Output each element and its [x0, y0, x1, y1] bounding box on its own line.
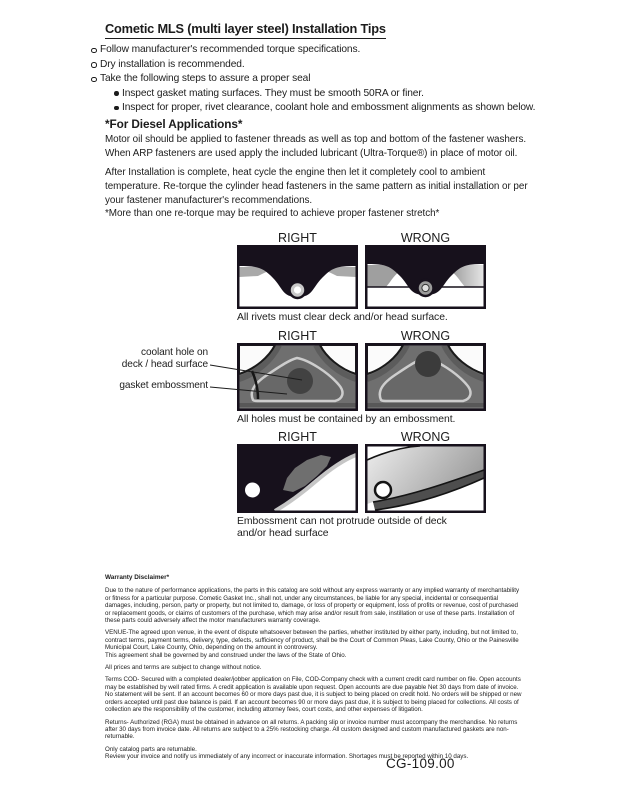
protrusion-right-diagram — [237, 444, 358, 513]
tips-list — [91, 43, 561, 116]
wrong-label: WRONG — [400, 430, 451, 444]
diagram-row3-caption: Embossment can not protrude outside of deck and/or head surface — [237, 516, 447, 539]
open-bullet-icon — [91, 48, 97, 54]
disclaimer-paragraph: Returns- Authorized (RGA) must be obtained in advance on all returns. A packing slip or invoice number must accompany the merchandise. No returns after 30 days from invoice date. All returns are subject to a 25% restocking charge. All custom designed and custom manufactured gaskets are non-returnable. — [105, 718, 518, 741]
bolt-hole — [375, 482, 391, 498]
tip-text: Follow manufacturer's recommended torque specifications. — [100, 44, 361, 55]
callout-leader-lines — [209, 358, 309, 400]
bolt-hole — [245, 483, 260, 498]
right-label: RIGHT — [278, 430, 317, 444]
warranty-disclaimer — [105, 574, 522, 766]
coolant-hole — [415, 351, 441, 377]
page-title: Cometic MLS (multi layer steel) Installation Tips — [105, 21, 386, 39]
rivet-wrong-diagram — [365, 245, 486, 309]
diesel-heading: *For Diesel Applications* — [105, 117, 243, 131]
disclaimer-paragraph: Due to the nature of performance applications, the parts in this catalog are sold without any express warranty or any implied warranty of merchantability or fitness for a particular purpose. Cometic Gasket Inc., shall not, under any circumstances, be liable for any special, incidental or consequential damages, including, person, party or property, but not limited to, damage, or loss of property or equipment, loss of profits or revenue, cost of purchased or replacement goods, or claims of customers of the purchase, which may arise and/or result from sale, instillation or use of these parts. Installation of these parts could adversely affect the motor manufacturers warranty coverage. — [105, 587, 520, 625]
wrong-label: WRONG — [400, 329, 451, 343]
list-item — [91, 58, 561, 73]
diagram-row1-panels — [237, 245, 486, 309]
embossment-callout: gasket embossment — [119, 380, 208, 391]
filled-bullet-icon — [114, 91, 119, 96]
diagram-row1-caption: All rivets must clear deck and/or head surface. — [237, 312, 448, 323]
filled-bullet-icon — [114, 106, 119, 111]
disclaimer-paragraph: Only catalog parts are returnable. Review your invoice and notify us immediately of any incorrect or inaccurate information. Shortages must be reported within 10 days. — [105, 745, 469, 761]
right-label: RIGHT — [278, 231, 317, 245]
disclaimer-paragraph: All prices and terms are subject to change without notice. — [105, 664, 262, 672]
retorque-note: *More than one re-torque may be required to achieve proper fastener stretch* — [105, 208, 440, 219]
diagram-row1-labels — [237, 231, 486, 245]
diesel-paragraph-2: After Installation is complete, heat cycle the engine then let it completely cool to ambient temperature. Re-torque the cylinder head fasteners in the same pattern as initial installation or per your fastener manufacturer's recommendations. — [105, 167, 528, 206]
diagram-row2-labels — [237, 329, 486, 343]
diagram-row2-caption: All holes must be contained by an embossment. — [237, 414, 456, 425]
list-item — [91, 43, 561, 58]
protrusion-wrong-diagram — [365, 444, 486, 513]
open-bullet-icon — [91, 77, 97, 83]
page-code: CG-109.00 — [386, 756, 455, 771]
list-item — [91, 72, 561, 87]
right-label: RIGHT — [278, 329, 317, 343]
tip-text: Inspect for proper, rivet clearance, coolant hole and embossment alignments as shown below. — [122, 102, 536, 114]
wrong-label: WRONG — [400, 231, 451, 245]
diagram-row3-labels — [237, 430, 486, 444]
disclaimer-heading: Warranty Disclaimer* — [105, 574, 170, 581]
tip-text: Take the following steps to assure a proper seal — [100, 73, 311, 85]
open-bullet-icon — [91, 62, 97, 68]
tip-text: Inspect gasket mating surfaces. They must be smooth 50RA or finer. — [122, 87, 424, 99]
diesel-paragraph-1: Motor oil should be applied to fastener threads as well as top and bottom of the fastener washers. When ARP fasteners are used apply the included lubricant (Ultra-Torque®) in place of motor oil. — [105, 134, 527, 159]
disclaimer-paragraph: Terms COD- Secured with a completed dealer/jobber application on File, COD-Company check with a current credit card number on file. Open accounts may be established by well rated firms. A credit application is available upon request. Open accounts are due payable Net 30 days from date of invoice. No statement will be sent. If an account becomes 60 or more days past due, it is subject to being placed on credit hold. No orders will be shipped or new orders accepted until past due balance is paid. If an account becomes 90 or more days past due, it is subject to being placed for collections. All costs of collection are the responsibility of the customer, including attorney fees, court costs, and other expenses of litigation. — [105, 676, 522, 714]
list-item — [114, 87, 561, 102]
disclaimer-paragraph: VENUE-The agreed upon venue, in the event of dispute whatsoever between the parties, whether instituted by either party, including, but not limited to, contract terms, payment terms, delivery, type, defects, sufficiency of product, shall be the Court of Common Pleas, Lake County, Ohio or the Painesville Municipal Court, Lake County, Ohio, depending on the amount in controversy. This agreement shall be governed by and construed under the laws of the State of Ohio. — [105, 629, 519, 659]
diagram-row3-panels — [237, 444, 486, 513]
list-item — [114, 101, 561, 116]
rivet-right-diagram — [237, 245, 358, 309]
embossment-wrong-diagram — [365, 343, 486, 411]
coolant-hole-callout: coolant hole on deck / head surface — [121, 347, 208, 370]
tip-text: Dry installation is recommended. — [100, 58, 245, 70]
